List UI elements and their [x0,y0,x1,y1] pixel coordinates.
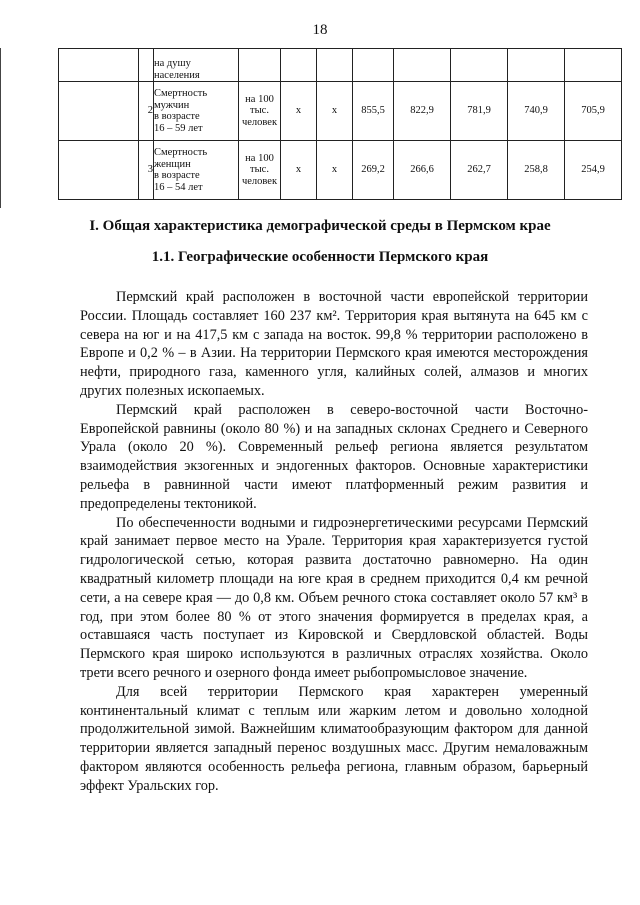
value-cell: 262,7 [451,141,508,200]
section-heading: I. Общая характеристика демографической среды в Пермском крае [89,218,551,234]
value-cell: 740,9 [508,82,565,141]
mortality-table [58,48,622,200]
value-cell: x [317,82,353,141]
row-number [139,49,154,82]
indicator-name: Смертность женщин в возрасте 16 – 54 лет [154,141,239,200]
table-cell-blank [59,82,139,141]
value-cell: x [281,82,317,141]
table-row [59,82,622,141]
value-cell: 269,2 [353,141,394,200]
table-cell-blank [59,49,139,82]
paragraph: Пермский край расположен в восточной части европейской территории России. Площадь составляет 160 237 км². Территория края вытянута на 645 км с севера на юг и на 417,5 км с запада на восток. 99,8 % территории расположено в Европе и 0,2 % – в Азии. На территории Пермского края имеются месторождения нефти, природного газа, каменного угля, калийных солей, алмазов и многих других полезных ископаемых. [80,289,588,399]
body-text [80,288,588,796]
value-cell [565,49,622,82]
left-margin-rule [0,48,1,208]
table-row [59,49,622,82]
value-cell [281,49,317,82]
paragraph: Пермский край расположен в северо-восточной части Восточно-Европейской равнины (около 80 %) и на западных склонах Среднего и Северного Урала (около 20 %). Современный рельеф региона является результатом взаимодействия экзогенных и эндогенных факторов. Основные характеристики рельефа в равнинной части имеют платформенный режим развития и предопределены тектоникой. [80,401,588,512]
value-cell [508,49,565,82]
table-row [59,141,622,200]
row-number: 2 [139,82,154,141]
paragraph: По обеспеченности водными и гидроэнергетическими ресурсами Пермский край занимает первое место на Урале. Территория края характеризуется густой гидрологической сетью, которая развита достаточно равномерно. На один квадратный километр площади на юге края в среднем приходится 0,4 км речной сети, а на севере края — до 0,8 км. Объем речного стока составляет около 57 км³ в год, при этом более 80 % от этого значения формируется в пределах края, а оставшаяся часть поступает из Кировской и Свердловской областей. Воды Пермского края широко используются в различных отраслях хозяйства. Около трети всего речного и озерного фонда имеет рыбопромысловое значение. [80,514,588,681]
page-number: 18 [312,22,328,38]
value-cell: 266,6 [394,141,451,200]
value-cell [317,49,353,82]
value-cell: 258,8 [508,141,565,200]
value-cell [451,49,508,82]
value-cell: 822,9 [394,82,451,141]
value-cell [394,49,451,82]
indicator-name: на душу населения [154,49,239,82]
row-number: 3 [139,141,154,200]
unit-cell [239,49,281,82]
value-cell: 855,5 [353,82,394,141]
value-cell: 781,9 [451,82,508,141]
value-cell: x [281,141,317,200]
value-cell: 705,9 [565,82,622,141]
subsection-heading: 1.1. Географические особенности Пермского края [151,249,489,265]
value-cell [353,49,394,82]
indicator-name: Смертность мужчин в возрасте 16 – 59 лет [154,82,239,141]
paragraph: Для всей территории Пермского края характерен умеренный континентальный климат с теплым или жарким летом и довольно холодной продолжительной зимой. Важнейшим климатообразующим фактором для данной территории является западный перенос воздушных масс. Другим немаловажным фактором являются особенность рельефа региона, главным образом, барьерный эффект Уральских гор. [80,683,588,794]
unit-cell: на 100 тыс. человек [239,82,281,141]
value-cell: x [317,141,353,200]
value-cell: 254,9 [565,141,622,200]
table-cell-blank [59,141,139,200]
unit-cell: на 100 тыс. человек [239,141,281,200]
